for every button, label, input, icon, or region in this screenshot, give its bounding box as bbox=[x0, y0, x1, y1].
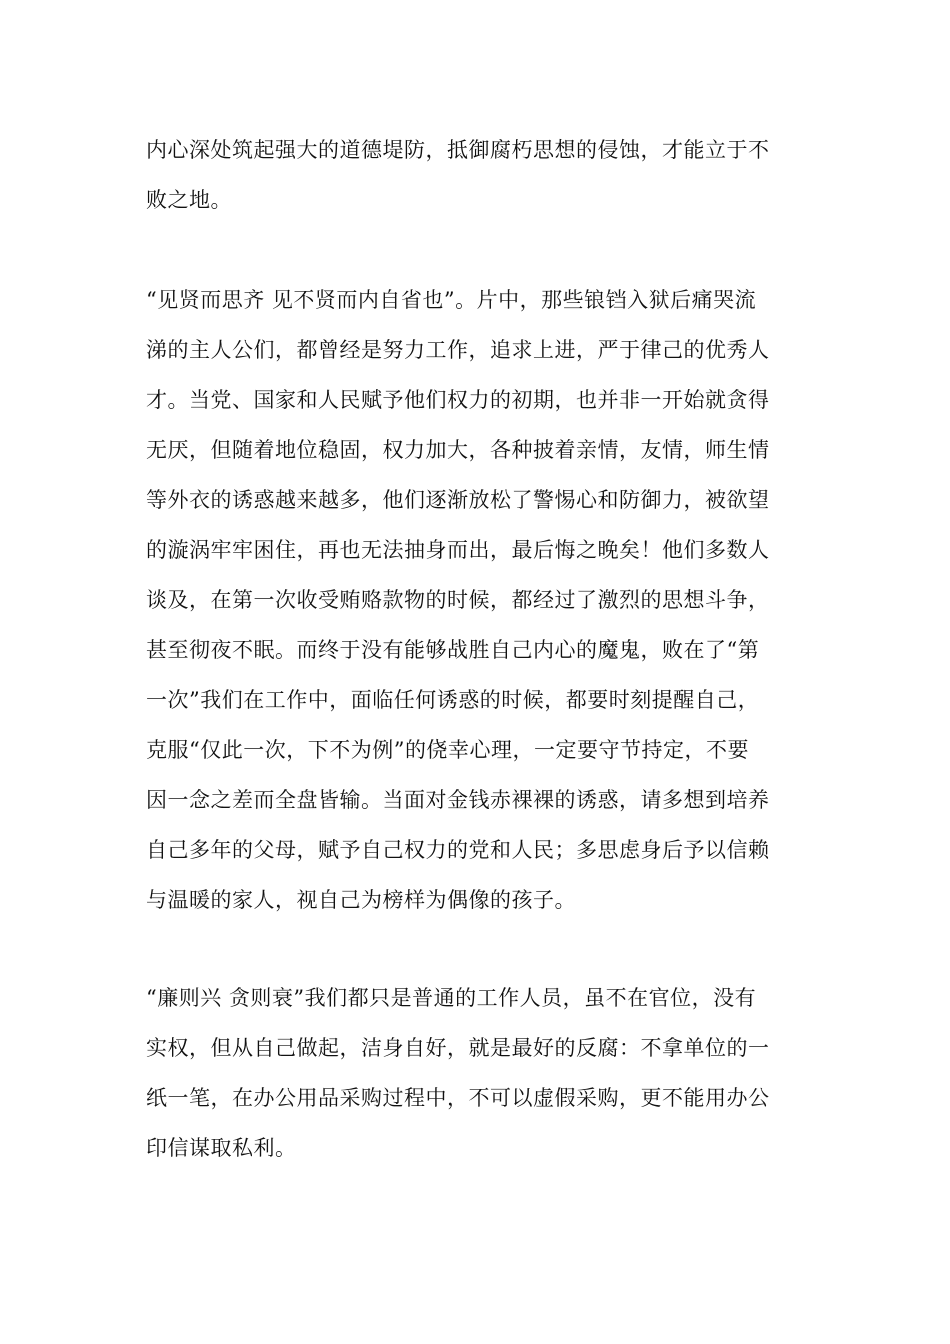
paragraph-line: 实权，但从自己做起，洁身自好，就是最好的反腐：不拿单位的一 bbox=[146, 1036, 770, 1060]
paragraph-line: “廉则兴 贪则衰”我们都只是普通的工作人员，虽不在官位，没有 bbox=[146, 986, 757, 1010]
paragraph-line: 印信谋取私利。 bbox=[146, 1136, 297, 1160]
paragraph-1 bbox=[146, 125, 816, 225]
paragraph-line: 自己多年的父母，赋予自己权力的党和人民；多思虑身后予以信赖 bbox=[146, 838, 770, 862]
paragraph-line: 等外衣的诱惑越来越多，他们逐渐放松了警惕心和防御力，被欲望 bbox=[146, 488, 770, 512]
paragraph-line: 甚至彻夜不眠。而终于没有能够战胜自己内心的魔鬼，败在了“第 bbox=[146, 638, 760, 662]
paragraph-line: “见贤而思齐 见不贤而内自省也”。片中，那些锒铛入狱后痛哭流 bbox=[146, 288, 757, 312]
paragraph-line: 与温暖的家人，视自己为榜样为偶像的孩子。 bbox=[146, 888, 576, 912]
paragraph-line: 克服“仅此一次，下不为例”的侥幸心理，一定要守节持定，不要 bbox=[146, 738, 749, 762]
paragraph-line: 一次”我们在工作中，面临任何诱惑的时候，都要时刻提醒自己， bbox=[146, 688, 760, 712]
paragraph-line: 涕的主人公们，都曾经是努力工作，追求上进，严于律己的优秀人 bbox=[146, 338, 770, 362]
paragraph-line: 谈及，在第一次收受贿赂款物的时候，都经过了激烈的思想斗争， bbox=[146, 588, 770, 612]
paragraph-line: 因一念之差而全盘皆输。当面对金钱赤裸裸的诱惑，请多想到培养 bbox=[146, 788, 770, 812]
paragraph-3 bbox=[146, 973, 816, 1173]
paragraph-line: 纸一笔，在办公用品采购过程中，不可以虚假采购，更不能用办公 bbox=[146, 1086, 770, 1110]
paragraph-line: 无厌，但随着地位稳固，权力加大，各种披着亲情，友情，师生情 bbox=[146, 438, 770, 462]
paragraph-2 bbox=[146, 275, 816, 925]
paragraph-line: 内心深处筑起强大的道德堤防，抵御腐朽思想的侵蚀，才能立于不 bbox=[146, 138, 770, 162]
paragraph-line: 的漩涡牢牢困住，再也无法抽身而出，最后悔之晚矣！他们多数人 bbox=[146, 538, 770, 562]
paragraph-line: 败之地。 bbox=[146, 188, 232, 212]
paragraph-line: 才。当党、国家和人民赋予他们权力的初期，也并非一开始就贪得 bbox=[146, 388, 770, 412]
